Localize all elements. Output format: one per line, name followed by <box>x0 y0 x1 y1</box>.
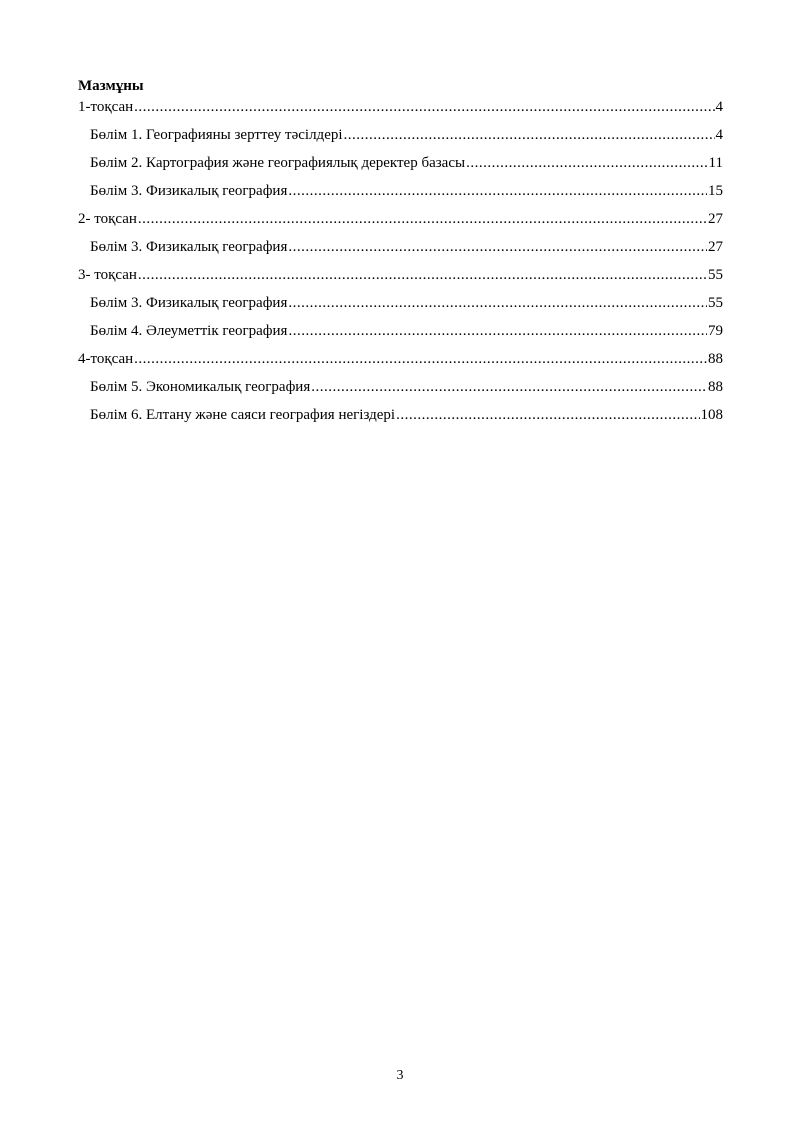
toc-entry-label: Бөлім 1. Географияны зерттеу тәсілдері <box>90 127 343 143</box>
dot-leader <box>311 378 707 396</box>
toc-entry-label: Бөлім 5. Экономикалық география <box>90 379 311 395</box>
toc-entry-page: 88 <box>708 379 723 395</box>
toc-entry-page: 27 <box>708 239 723 255</box>
toc-entry[interactable] <box>78 208 723 228</box>
toc-entry[interactable] <box>78 376 723 396</box>
toc-entry-label: Бөлім 3. Физикалық география <box>90 295 288 311</box>
dot-leader <box>288 294 707 312</box>
toc-entry-page: 108 <box>700 407 723 423</box>
toc-entry-page: 88 <box>708 351 723 367</box>
toc-entry[interactable] <box>78 264 723 284</box>
toc-entry-page: 11 <box>708 155 723 171</box>
page-number: 3 <box>396 1068 404 1083</box>
toc-entry-label: 4-тоқсан <box>78 351 134 367</box>
dot-leader <box>288 238 707 256</box>
dot-leader <box>396 406 699 424</box>
toc-entry-label: 1-тоқсан <box>78 99 134 115</box>
toc-entry-label: Бөлім 4. Әлеуметтік география <box>90 323 288 339</box>
toc-entry-page: 27 <box>708 211 723 227</box>
dot-leader <box>288 322 707 340</box>
toc-entry[interactable] <box>78 124 723 144</box>
dot-leader <box>134 98 714 116</box>
toc-entry[interactable] <box>78 292 723 312</box>
dot-leader <box>138 266 707 284</box>
dot-leader <box>466 154 707 172</box>
toc-entry[interactable] <box>78 180 723 200</box>
toc-entry[interactable] <box>78 404 723 424</box>
toc-entry[interactable] <box>78 320 723 340</box>
toc-entry-page: 79 <box>708 323 723 339</box>
toc-entry[interactable] <box>78 236 723 256</box>
dot-leader <box>134 350 707 368</box>
toc-entry-label: 3- тоқсан <box>78 267 137 283</box>
toc-entry-page: 55 <box>708 267 723 283</box>
toc-entry-label: Бөлім 3. Физикалық география <box>90 239 288 255</box>
toc-entry-label: Бөлім 3. Физикалық география <box>90 183 288 199</box>
toc-entry-page: 4 <box>715 127 723 143</box>
toc-entry[interactable] <box>78 348 723 368</box>
toc-entry-label: Бөлім 6. Елтану және саяси география негіздері <box>90 407 396 423</box>
toc-entry-label: Бөлім 2. Картография және географиялық деректер базасы <box>90 155 466 171</box>
toc-entry[interactable] <box>78 152 723 172</box>
toc-entry-page: 55 <box>708 295 723 311</box>
toc-entry-page: 4 <box>715 99 723 115</box>
dot-leader <box>138 210 707 228</box>
toc-entry-label: 2- тоқсан <box>78 211 137 227</box>
toc-entry[interactable] <box>78 96 723 116</box>
toc-heading: Мазмұны <box>78 78 144 94</box>
dot-leader <box>344 126 715 144</box>
toc-entry-page: 15 <box>708 183 723 199</box>
dot-leader <box>288 182 707 200</box>
